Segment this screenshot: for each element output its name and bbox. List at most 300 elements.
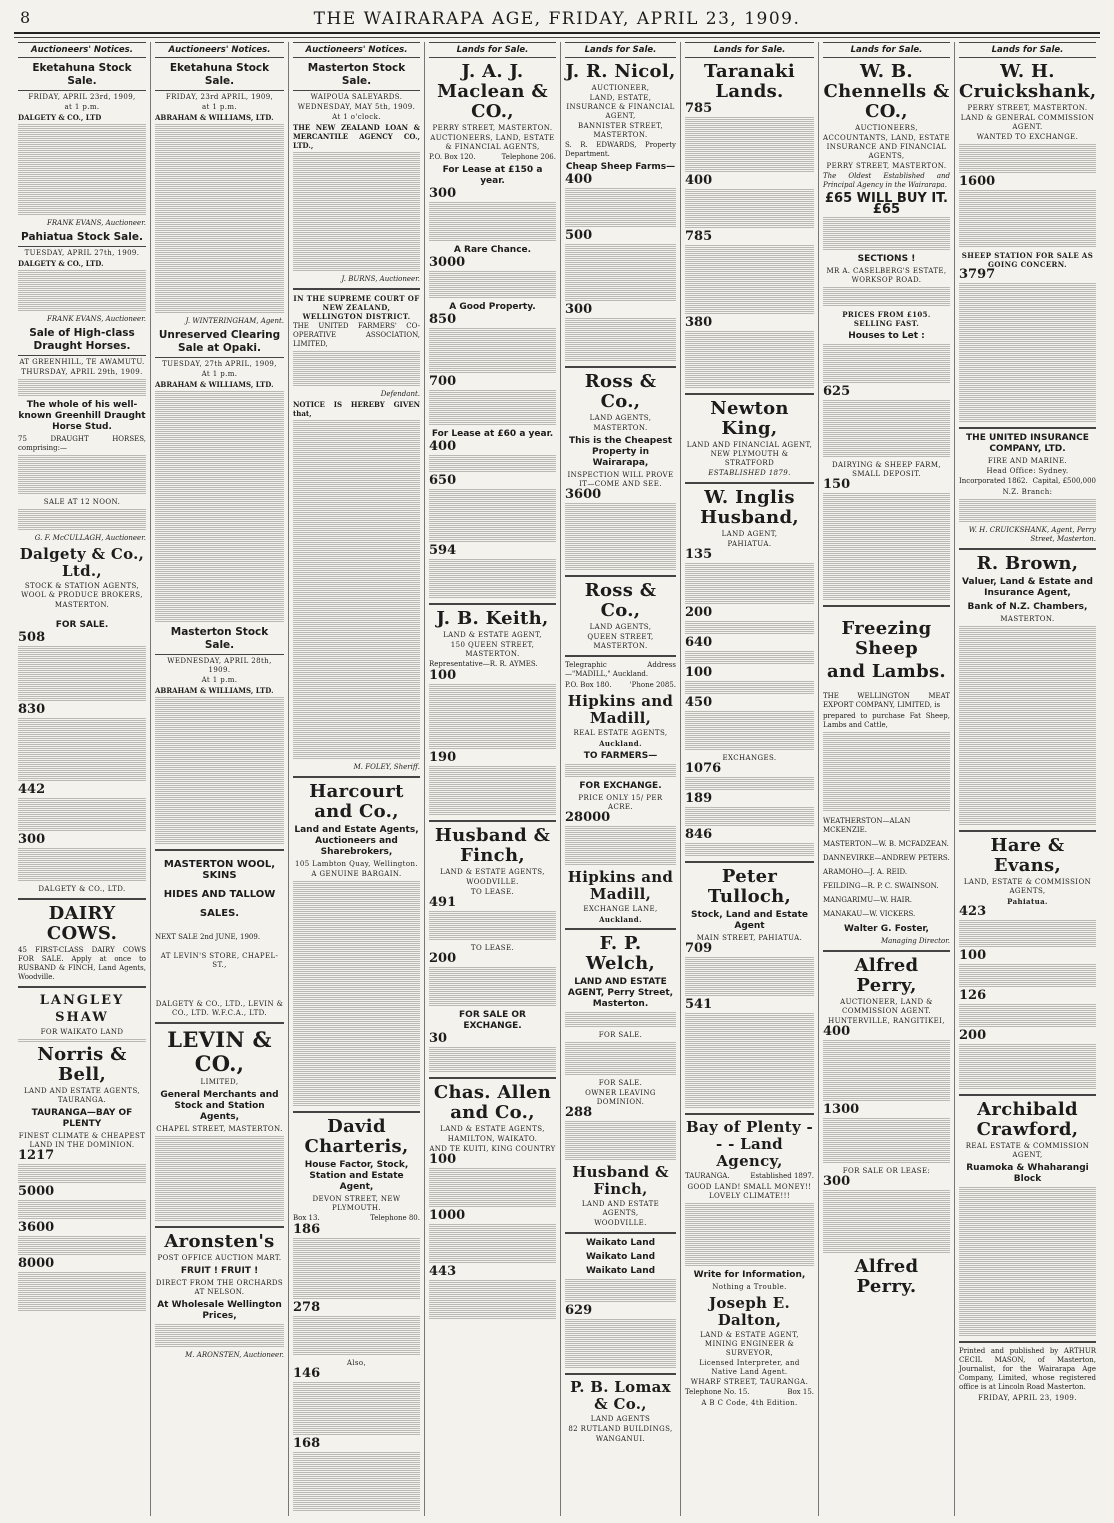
agent-line: MANGARIMU—W. HAIR. — [823, 896, 912, 904]
section-header-lands: Lands for Sale. — [565, 42, 676, 58]
body-text — [429, 489, 556, 543]
ad-title: Pahiatua Stock Sale. — [18, 231, 146, 247]
ad-subtitle: GOOD LAND! SMALL MONEY!! LOVELY CLIMATE!!! — [687, 1183, 812, 1200]
ad-lead: prepared to purchase Fat Sheep, Lambs and Cattle, — [823, 712, 950, 729]
representative: Representative—R. R. AYMES. — [429, 660, 538, 668]
body-text — [565, 1319, 676, 1369]
body-text — [823, 1118, 950, 1164]
divider — [823, 605, 950, 607]
ad-signature: Alfred Perry. — [854, 1256, 919, 1297]
divider — [685, 482, 814, 484]
acreage-figure: 150 — [823, 477, 851, 492]
ad-street: CHAPEL STREET, MASTERTON. — [156, 1125, 283, 1133]
body-text — [565, 503, 676, 571]
body-text — [429, 390, 556, 426]
ad-subtitle: LIMITED, — [200, 1078, 239, 1086]
body-text — [959, 964, 1096, 988]
body-text — [685, 1013, 814, 1109]
body-text — [959, 190, 1096, 248]
ad-subtitle: N.Z. Branch: — [1002, 488, 1053, 496]
acreage-figure: 491 — [429, 895, 457, 910]
ad-subtitle: AUCTIONEER, LAND & COMMISSION AGENT. — [840, 998, 933, 1015]
body-text — [293, 1316, 420, 1356]
section-header-auctioneers: Auctioneers' Notices. — [155, 42, 284, 58]
ad-subtitle: LAND & ESTATE AGENT, MINING ENGINEER & SURVEYOR, — [700, 1331, 799, 1357]
body-text — [429, 455, 556, 473]
body-text — [685, 777, 814, 791]
acreage-figure: 100 — [429, 668, 457, 683]
ad-heading: Ruamoka & Whaharangi Block — [966, 1163, 1089, 1184]
ad-subtitle: Nothing a Trouble. — [712, 1283, 787, 1291]
ad-subtitle: DAIRYING & SHEEP FARM, SMALL DEPOSIT. — [831, 461, 942, 478]
acreage-figure: 190 — [429, 750, 457, 765]
body-text — [429, 1280, 556, 1320]
body-text — [429, 328, 556, 374]
established: The Oldest Established and Principal Agency in the Wairarapa. — [823, 172, 950, 189]
column-7 — [818, 42, 954, 1516]
ad-lead: DALGETY & CO., LTD — [18, 113, 102, 122]
body-text — [685, 189, 814, 229]
ad-heading: FOR SALE OR EXCHANGE. — [459, 1010, 526, 1031]
ad-heading: General Merchants and Stock and Station Agents, — [160, 1090, 279, 1122]
for-sale-heading: FOR SALE. — [55, 620, 109, 630]
ad-subtitle: A GENUINE BARGAIN. — [311, 870, 402, 878]
column-6 — [680, 42, 818, 1516]
body-text — [18, 270, 146, 312]
ad-signature: FRANK EVANS, Auctioneer. — [47, 315, 146, 323]
divider — [565, 655, 676, 657]
ad-subtitle: POST OFFICE AUCTION MART. — [157, 1254, 282, 1262]
body-text — [685, 331, 814, 389]
capital: Capital, £500,000 — [1032, 477, 1096, 485]
divider — [823, 950, 950, 952]
acreage-figure: 640 — [685, 635, 713, 650]
ad-title-large: DAIRY COWS. — [46, 903, 118, 944]
body-text — [429, 911, 556, 941]
ad-heading: At Wholesale Wellington Prices, — [157, 1300, 282, 1321]
acreage-figure: 200 — [959, 1028, 987, 1043]
telephone: Telephone No. 15. — [685, 1388, 750, 1396]
body-text — [18, 124, 146, 216]
acreage-figure: 300 — [823, 1174, 851, 1189]
ad-town: MASTERTON. — [54, 601, 110, 609]
ad-subtitle: LAND AGENT, — [721, 530, 778, 538]
ad-title-large: W. B. Chennells & CO., — [823, 61, 950, 122]
divider — [429, 1077, 556, 1079]
ad-town: PAHIATUA. — [727, 540, 772, 548]
acreage-figure: 1000 — [429, 1208, 466, 1223]
acreage-figure: 1076 — [685, 761, 722, 776]
ad-town: Pahiatua. — [1007, 897, 1048, 906]
body-text — [293, 420, 420, 760]
divider — [959, 830, 1096, 832]
ad-title-large: LEVIN & CO., — [167, 1027, 272, 1076]
ad-subtitle: FOR WAIKATO LAND — [40, 1028, 124, 1036]
divider — [565, 1373, 676, 1375]
ad-heading: This is the Cheapest Property in Wairarapa, — [568, 436, 673, 468]
ad-heading: WANTED TO EXCHANGE. — [976, 133, 1079, 141]
body-text — [959, 626, 1096, 826]
acreage-figure: 146 — [293, 1366, 321, 1381]
telephone: Telephone 80. — [370, 1214, 420, 1222]
ad-title-large: Husband & Finch, — [434, 825, 551, 866]
column-5 — [560, 42, 680, 1516]
ad-subtitle: FINEST CLIMATE & CHEAPEST LAND IN THE DOMINION. — [18, 1132, 146, 1149]
ad-street: WHARF STREET, TAURANGA. — [690, 1378, 809, 1386]
po-box: P.O. Box 120. — [429, 153, 476, 161]
established: ESTABLISHED 1879. — [708, 469, 791, 477]
sale-date: TUESDAY, 27th APRIL, 1909, — [162, 360, 277, 368]
ad-title-large: Hare & Evans, — [990, 835, 1065, 876]
ad-subtitle: LAND AND ESTATE AGENTS, TAURANGA. — [23, 1087, 141, 1104]
ad-subtitle: STOCK & STATION AGENTS, WOOL & PRODUCE BROKERS, — [21, 582, 143, 599]
acreage-figure: 3600 — [565, 487, 602, 502]
acreage-figure: 288 — [565, 1105, 593, 1120]
body-text — [18, 646, 146, 702]
column-3 — [288, 42, 424, 1516]
acreage-figure: 189 — [685, 791, 713, 806]
body-text — [565, 1121, 676, 1161]
ad-subtitle: DIRECT FROM THE ORCHARDS AT NELSON. — [155, 1279, 284, 1296]
ad-signature-title: Managing Director. — [880, 937, 950, 945]
body-text — [155, 697, 284, 845]
ad-title-large: Alfred Perry, — [854, 955, 919, 996]
ad-lead: THE WELLINGTON MEAT EXPORT COMPANY, LIMITED, is — [823, 692, 950, 709]
ad-heading: TAURANGA—BAY OF PLENTY — [31, 1108, 133, 1129]
ad-heading: TO LEASE. — [470, 944, 515, 952]
body-text — [18, 1236, 146, 1256]
printer-imprint: Printed and published by ARTHUR CECIL MASON, of Masterton, Journalist, for the Wairarapa Age Company, Limited, whose registered office is at Lincoln Road Masterton. — [959, 1347, 1096, 1391]
ad-subtitle: EXCHANGE LANE, — [583, 905, 658, 913]
divider — [155, 849, 284, 851]
body-text — [293, 1238, 420, 1300]
ad-title-large: Husband & Finch, — [572, 1163, 669, 1198]
divider — [565, 928, 676, 930]
ad-heading: THE UNITED INSURANCE COMPANY, LTD. — [966, 433, 1089, 454]
body-text — [429, 271, 556, 299]
ad-title-large: and Lambs. — [827, 661, 946, 682]
body-text — [959, 1044, 1096, 1090]
ad-signature: DALGETY & CO., LTD., LEVIN & CO., LTD. W.F.C.A., LTD. — [155, 1000, 284, 1017]
acreage-figure: 450 — [685, 695, 713, 710]
ad-title-large: J. R. Nicol, — [565, 61, 676, 82]
body-text — [823, 1190, 950, 1254]
body-text — [685, 711, 814, 751]
ad-heading: For Lease at £150 a year. — [442, 165, 543, 186]
ad-subtitle: LAND & ESTATE AGENTS, — [440, 1125, 545, 1133]
body-text — [685, 1203, 814, 1267]
ad-title: Eketahuna Stock Sale. — [18, 62, 146, 91]
acreage-figure: 100 — [685, 665, 713, 680]
body-text — [429, 1047, 556, 1073]
body-text — [155, 124, 284, 314]
acreage-figure: 1600 — [959, 174, 996, 189]
po-box: P.O. Box 180. — [565, 681, 612, 689]
ad-subtitle: LAND AND ESTATE AGENTS, — [581, 1200, 660, 1217]
page-number: 8 — [20, 8, 31, 27]
ad-heading: TO LEASE. — [470, 888, 515, 896]
ad-subtitle: AUCTIONEERS, LAND, ESTATE & FINANCIAL AGENTS, — [430, 134, 555, 151]
ad-title-large: Chas. Allen and Co., — [433, 1082, 552, 1123]
acreage-figure: 442 — [18, 782, 46, 797]
ad-heading: Land and Estate Agents, Auctioneers and Sharebrokers, — [294, 825, 419, 857]
po-box: Box 13. — [293, 1214, 320, 1222]
acreage-figure: 300 — [429, 186, 457, 201]
ad-title-large: J. B. Keith, — [436, 608, 549, 629]
sale-place: AT GREENHILL, TE AWAMUTU. — [19, 358, 145, 366]
body-text — [685, 807, 814, 827]
court-heading: IN THE SUPREME COURT OF NEW ZEALAND, WELLINGTON DISTRICT. — [293, 294, 420, 321]
body-text — [429, 766, 556, 816]
divider — [565, 575, 676, 577]
body-text — [293, 1452, 420, 1512]
acreage-figure: 168 — [293, 1436, 321, 1451]
acreage-figure: 5000 — [18, 1184, 55, 1199]
acreage-figure: 400 — [565, 172, 593, 187]
acreage-figure: 629 — [565, 1303, 593, 1318]
ad-lead: 45 FIRST-CLASS DAIRY COWS FOR SALE. Apply at once to RUSBAND & FINCH, Land Agents, Woodville. — [18, 946, 146, 981]
acreage-figure: 200 — [429, 951, 457, 966]
divider — [685, 393, 814, 395]
ad-title-large: Ross & Co., — [584, 580, 657, 621]
notice-lead: NOTICE IS HEREBY GIVEN that, — [293, 400, 420, 418]
agent-line: MANAKAU—W. VICKERS. — [823, 910, 916, 918]
ad-subtitle: LAND AGENTS, — [589, 414, 652, 422]
sale-date: WEDNESDAY, APRIL 28th, 1909. — [167, 657, 272, 674]
ad-subtitle: MR A. CASELBERG'S ESTATE, WORKSOP ROAD. — [826, 267, 947, 284]
body-text — [429, 1168, 556, 1208]
established: Established 1897. — [750, 1172, 814, 1180]
sale-time: at 1 p.m. — [201, 103, 238, 111]
code-line: A B C Code, 4th Edition. — [701, 1399, 798, 1407]
acreage-figure: 3000 — [429, 255, 466, 270]
ad-street: 82 RUTLAND BUILDINGS, — [568, 1425, 673, 1433]
ad-heading: FOR EXCHANGE. — [579, 781, 662, 791]
body-text — [18, 848, 146, 882]
ad-title-large: Dalgety & Co., Ltd., — [19, 545, 145, 580]
ad-subtitle: REAL ESTATE AGENTS, — [573, 729, 668, 737]
acreage-figure: 100 — [959, 948, 987, 963]
divider — [293, 1111, 420, 1113]
divider — [18, 986, 146, 988]
body-text — [18, 1200, 146, 1220]
acreage-figure: 8000 — [18, 1256, 55, 1271]
acreage-figure: 508 — [18, 630, 46, 645]
ad-heading: MASTERTON WOOL, SKINS — [163, 859, 276, 881]
body-text — [685, 117, 814, 173]
acreage-figure: 400 — [685, 173, 713, 188]
ad-lead: ABRAHAM & WILLIAMS, LTD. — [155, 380, 274, 389]
ad-heading: A Rare Chance. — [453, 245, 532, 255]
ad-heading: Waikato Land — [585, 1266, 656, 1276]
sale-time: At 1 o'clock. — [332, 113, 381, 121]
column-2 — [150, 42, 288, 1516]
body-text — [18, 455, 146, 495]
ad-town: MASTERTON. — [593, 424, 648, 432]
ad-subtitle: LAND AND FINANCIAL AGENT, NEW PLYMOUTH & STRATFORD — [686, 441, 813, 467]
divider — [155, 1226, 284, 1228]
body-text — [18, 798, 146, 832]
sale-date: THURSDAY, APRIL 29th, 1909. — [21, 368, 143, 376]
ad-title-large: Bay of Plenty - - - Land Agency, — [685, 1118, 814, 1170]
ad-lead: ABRAHAM & WILLIAMS, LTD. — [155, 113, 274, 122]
body-text — [429, 559, 556, 599]
issue-date: FRIDAY, APRIL 23, 1909. — [978, 1394, 1077, 1402]
telephone: Telephone 206. — [501, 153, 556, 161]
agent-line: FEILDING—R. P. C. SWAINSON. — [823, 882, 939, 890]
ad-town: Auckland. — [599, 915, 642, 924]
body-text — [685, 651, 814, 665]
ad-subtitle: ACCOUNTANTS, LAND, ESTATE INSURANCE AND FINANCIAL AGENTS, — [823, 134, 950, 160]
body-text — [685, 843, 814, 857]
acreage-figure: 830 — [18, 702, 46, 717]
ad-title-large: Joseph E. Dalton, — [708, 1294, 791, 1329]
telegraphic-address: Telegraphic Address—"MADILL," Auckland. — [565, 661, 676, 678]
ad-heading: SALES. — [199, 908, 240, 919]
ad-subtitle: LAND & GENERAL COMMISSION AGENT. — [960, 114, 1095, 131]
body-text — [293, 1382, 420, 1436]
section-header-lands: Lands for Sale. — [685, 42, 814, 58]
ad-subtitle: LAND AGENTS, — [589, 623, 652, 631]
acreage-figure: 846 — [685, 827, 713, 842]
column-8 — [954, 42, 1100, 1516]
divider — [959, 427, 1096, 429]
acreage-figure: 650 — [429, 473, 457, 488]
ad-subtitle: LAND AGENTS — [590, 1415, 651, 1423]
ad-title-large: David Charteris, — [304, 1116, 409, 1157]
ad-title: Masterton Stock Sale. — [155, 626, 284, 655]
ad-signature: M. ARONSTEN, Auctioneer. — [185, 1351, 284, 1359]
ad-title-large: Hipkins and Madill, — [567, 692, 674, 727]
body-text — [155, 391, 284, 623]
ad-heading: Write for Information, — [693, 1270, 806, 1280]
body-text — [18, 509, 146, 531]
ad-title-large: Ross & Co., — [584, 371, 657, 412]
acreage-figure: 443 — [429, 1264, 457, 1279]
ad-heading: Waikato Land — [585, 1252, 656, 1262]
court-defendant: Defendant. — [380, 390, 420, 398]
divider — [429, 603, 556, 605]
acreage-figure: 785 — [685, 229, 713, 244]
ad-title-large: Norris & Bell, — [37, 1044, 127, 1085]
body-text — [823, 1040, 950, 1102]
ad-title-large: Peter Tulloch, — [707, 866, 792, 907]
ad-heading: FOR SALE OR LEASE: — [842, 1167, 931, 1175]
body-text — [18, 1272, 146, 1312]
sale-place: AT LEVIN'S STORE, CHAPEL-ST., — [160, 952, 279, 969]
divider — [18, 898, 146, 900]
ad-lead: ABRAHAM & WILLIAMS, LTD. — [155, 686, 274, 695]
for-sale-heading: FOR SALE. — [598, 1031, 643, 1039]
ad-title-large: F. P. Welch, — [585, 933, 656, 974]
price-line: PRICES FROM £105. SELLING FAST. — [842, 310, 931, 328]
divider — [293, 288, 420, 290]
body-text — [429, 202, 556, 242]
ad-heading: A Good Property. — [449, 302, 536, 312]
agent-line: MASTERTON—W. B. MCFADZEAN. — [823, 840, 949, 848]
ad-heading: The whole of his well-known Greenhill Draught Horse Stud. — [18, 400, 146, 432]
acreage-figure: 28000 — [565, 810, 611, 825]
masthead — [14, 4, 1100, 34]
acreage-figure: 30 — [429, 1031, 448, 1046]
ad-town: HAMILTON, WAIKATO. — [447, 1135, 538, 1143]
ad-signature: G. F. McCULLAGH, Auctioneer. — [34, 534, 146, 542]
ad-subtitle: Licensed Interpreter, and Native Land Agent. — [699, 1359, 800, 1376]
acreage-figure: 186 — [293, 1222, 321, 1237]
court-parties: THE UNITED FARMERS' CO-OPERATIVE ASSOCIATION, LIMITED, — [293, 322, 420, 348]
acreage-figure: 300 — [18, 832, 46, 847]
body-text — [18, 1039, 146, 1042]
telephone: 'Phone 2085. — [629, 681, 676, 689]
section-header-lands: Lands for Sale. — [429, 42, 556, 58]
divider — [293, 776, 420, 778]
ad-title-large: Taranaki Lands. — [704, 61, 795, 102]
ad-subtitle: LAND, ESTATE, INSURANCE & FINANCIAL AGENT, — [566, 94, 675, 120]
ad-signature: M. FOLEY, Sheriff. — [353, 763, 420, 771]
ad-signature: FRANK EVANS, Auctioneer. — [47, 219, 146, 227]
acreage-figure: 380 — [685, 315, 713, 330]
ad-heading: Waikato Land — [585, 1238, 656, 1248]
ad-subtitle: LAND, ESTATE & COMMISSION AGENTS, — [963, 878, 1092, 895]
acreage-figure: 3600 — [18, 1220, 55, 1235]
agent-line: DANNEVIRKE—ANDREW PETERS. — [823, 854, 950, 862]
ad-title-large: Archibald Crawford, — [976, 1099, 1079, 1140]
section-header-auctioneers: Auctioneers' Notices. — [18, 42, 146, 58]
body-text — [18, 718, 146, 782]
ad-title: Masterton Stock Sale. — [293, 62, 420, 91]
ad-title-large: Hipkins and Madill, — [567, 868, 674, 903]
body-text — [685, 621, 814, 635]
ad-title-large: W. H. Cruickshank, — [959, 61, 1097, 102]
ad-signature: W. H. CRUICKSHANK, Agent, Perry Street, Masterton. — [968, 526, 1096, 543]
body-text — [293, 881, 420, 1107]
sale-time: At 1 p.m. — [201, 676, 238, 684]
acreage-figure: 200 — [685, 605, 713, 620]
body-text — [565, 1279, 676, 1303]
ad-street: QUEEN STREET, MASTERTON. — [587, 633, 654, 650]
price-headline: £65 WILL BUY IT. £65 — [824, 191, 948, 217]
sale-time: at 1 p.m. — [64, 103, 100, 111]
body-text — [823, 400, 950, 458]
divider — [429, 820, 556, 822]
body-text — [823, 493, 950, 601]
ad-title: Eketahuna Stock Sale. — [155, 62, 284, 91]
body-text — [959, 499, 1096, 523]
body-text — [293, 152, 420, 272]
body-text — [429, 967, 556, 1007]
ad-subtitle: AUCTIONEERS, — [855, 124, 918, 132]
divider — [959, 1094, 1096, 1096]
price-line: PRICE ONLY 15/ PER ACRE. — [578, 794, 663, 811]
ad-town: HUNTERVILLE, RANGITIKEI, — [828, 1017, 945, 1025]
ad-subtitle: AUCTIONEER, — [591, 84, 650, 92]
ad-subtitle: Head Office: Sydney. — [986, 467, 1069, 475]
acreage-figure: 300 — [565, 302, 593, 317]
lot-line: 75 DRAUGHT HORSES, comprising:— — [18, 435, 146, 452]
ad-town: WOODVILLE. — [466, 878, 519, 886]
ad-street: PERRY STREET, MASTERTON. — [826, 162, 947, 170]
sale-date: FRIDAY, APRIL 23rd, 1909, — [28, 93, 136, 101]
agent-line: ARAMOHO—J. A. REID. — [823, 868, 908, 876]
acreage-figure: 700 — [429, 374, 457, 389]
ad-subtitle: WAIPOUA SALEYARDS. — [310, 93, 403, 101]
body-text — [565, 826, 676, 866]
body-text — [959, 920, 1096, 948]
ad-town: WOODVILLE. — [594, 1219, 647, 1227]
column-1 — [14, 42, 150, 1516]
body-text — [565, 244, 676, 302]
ad-heading: FRUIT ! FRUIT ! — [180, 1266, 259, 1276]
